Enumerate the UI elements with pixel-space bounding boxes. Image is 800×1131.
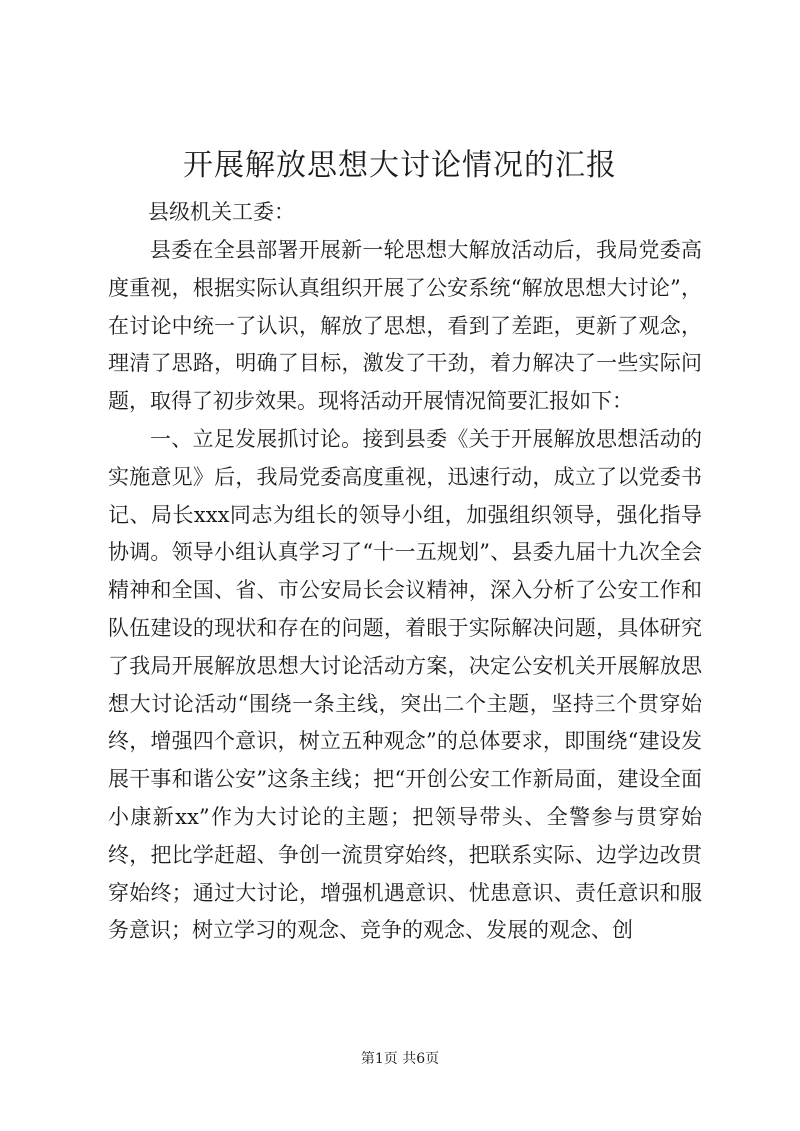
paragraph-section-one: 一、立足发展抓讨论。接到县委《关于开展解放思想活动的实施意见》后，我局党委高度重视，迅速行动，成立了以党委书记、局长xxx同志为组长的领导小组，加强组织领导，强化指导协调。领导小组认真学习了“十一五规划”、县委九届十九次全会精神和全国、省、市公安局长会议精神，深入分析了公安工作和队伍建设的现状和存在的问题，着眼于实际解决问题，具体研究了我局开展解放思想大讨论活动方案，决定公安机关开展解放思想大讨论活动“围绕一条主线，突出二个主题，坚持三个贯穿始终，增强四个意识，树立五种观念”的总体要求，即围绕“建设发展干事和谐公安”这条主线；把“开创公安工作新局面，建设全面小康新xx”作为大讨论的主题；把领导带头、全警参与贯穿始终，把比学赶超、争创一流贯穿始终，把联系实际、边学边改贯穿始终；通过大讨论，增强机遇意识、忧患意识、责任意识和服务意识；树立学习的观念、竞争的观念、发展的观念、创 — [108, 426, 702, 943]
addressee: 县级机关工委： — [148, 200, 295, 224]
paragraph-intro: 县委在全县部署开展新一轮思想大解放活动后，我局党委高度重视，根据实际认真组织开展了公安系统“解放思想大讨论”，在讨论中统一了认识，解放了思想，看到了差距，更新了观念，理清了思路，明确了目标，激发了干劲，着力解决了一些实际问题，取得了初步效果。现将活动开展情况简要汇报如下： — [108, 238, 702, 414]
document-body — [108, 232, 702, 950]
page-footer: 第1页 共6页 — [360, 1051, 440, 1067]
document-title: 开展解放思想大讨论情况的汇报 — [183, 148, 617, 183]
